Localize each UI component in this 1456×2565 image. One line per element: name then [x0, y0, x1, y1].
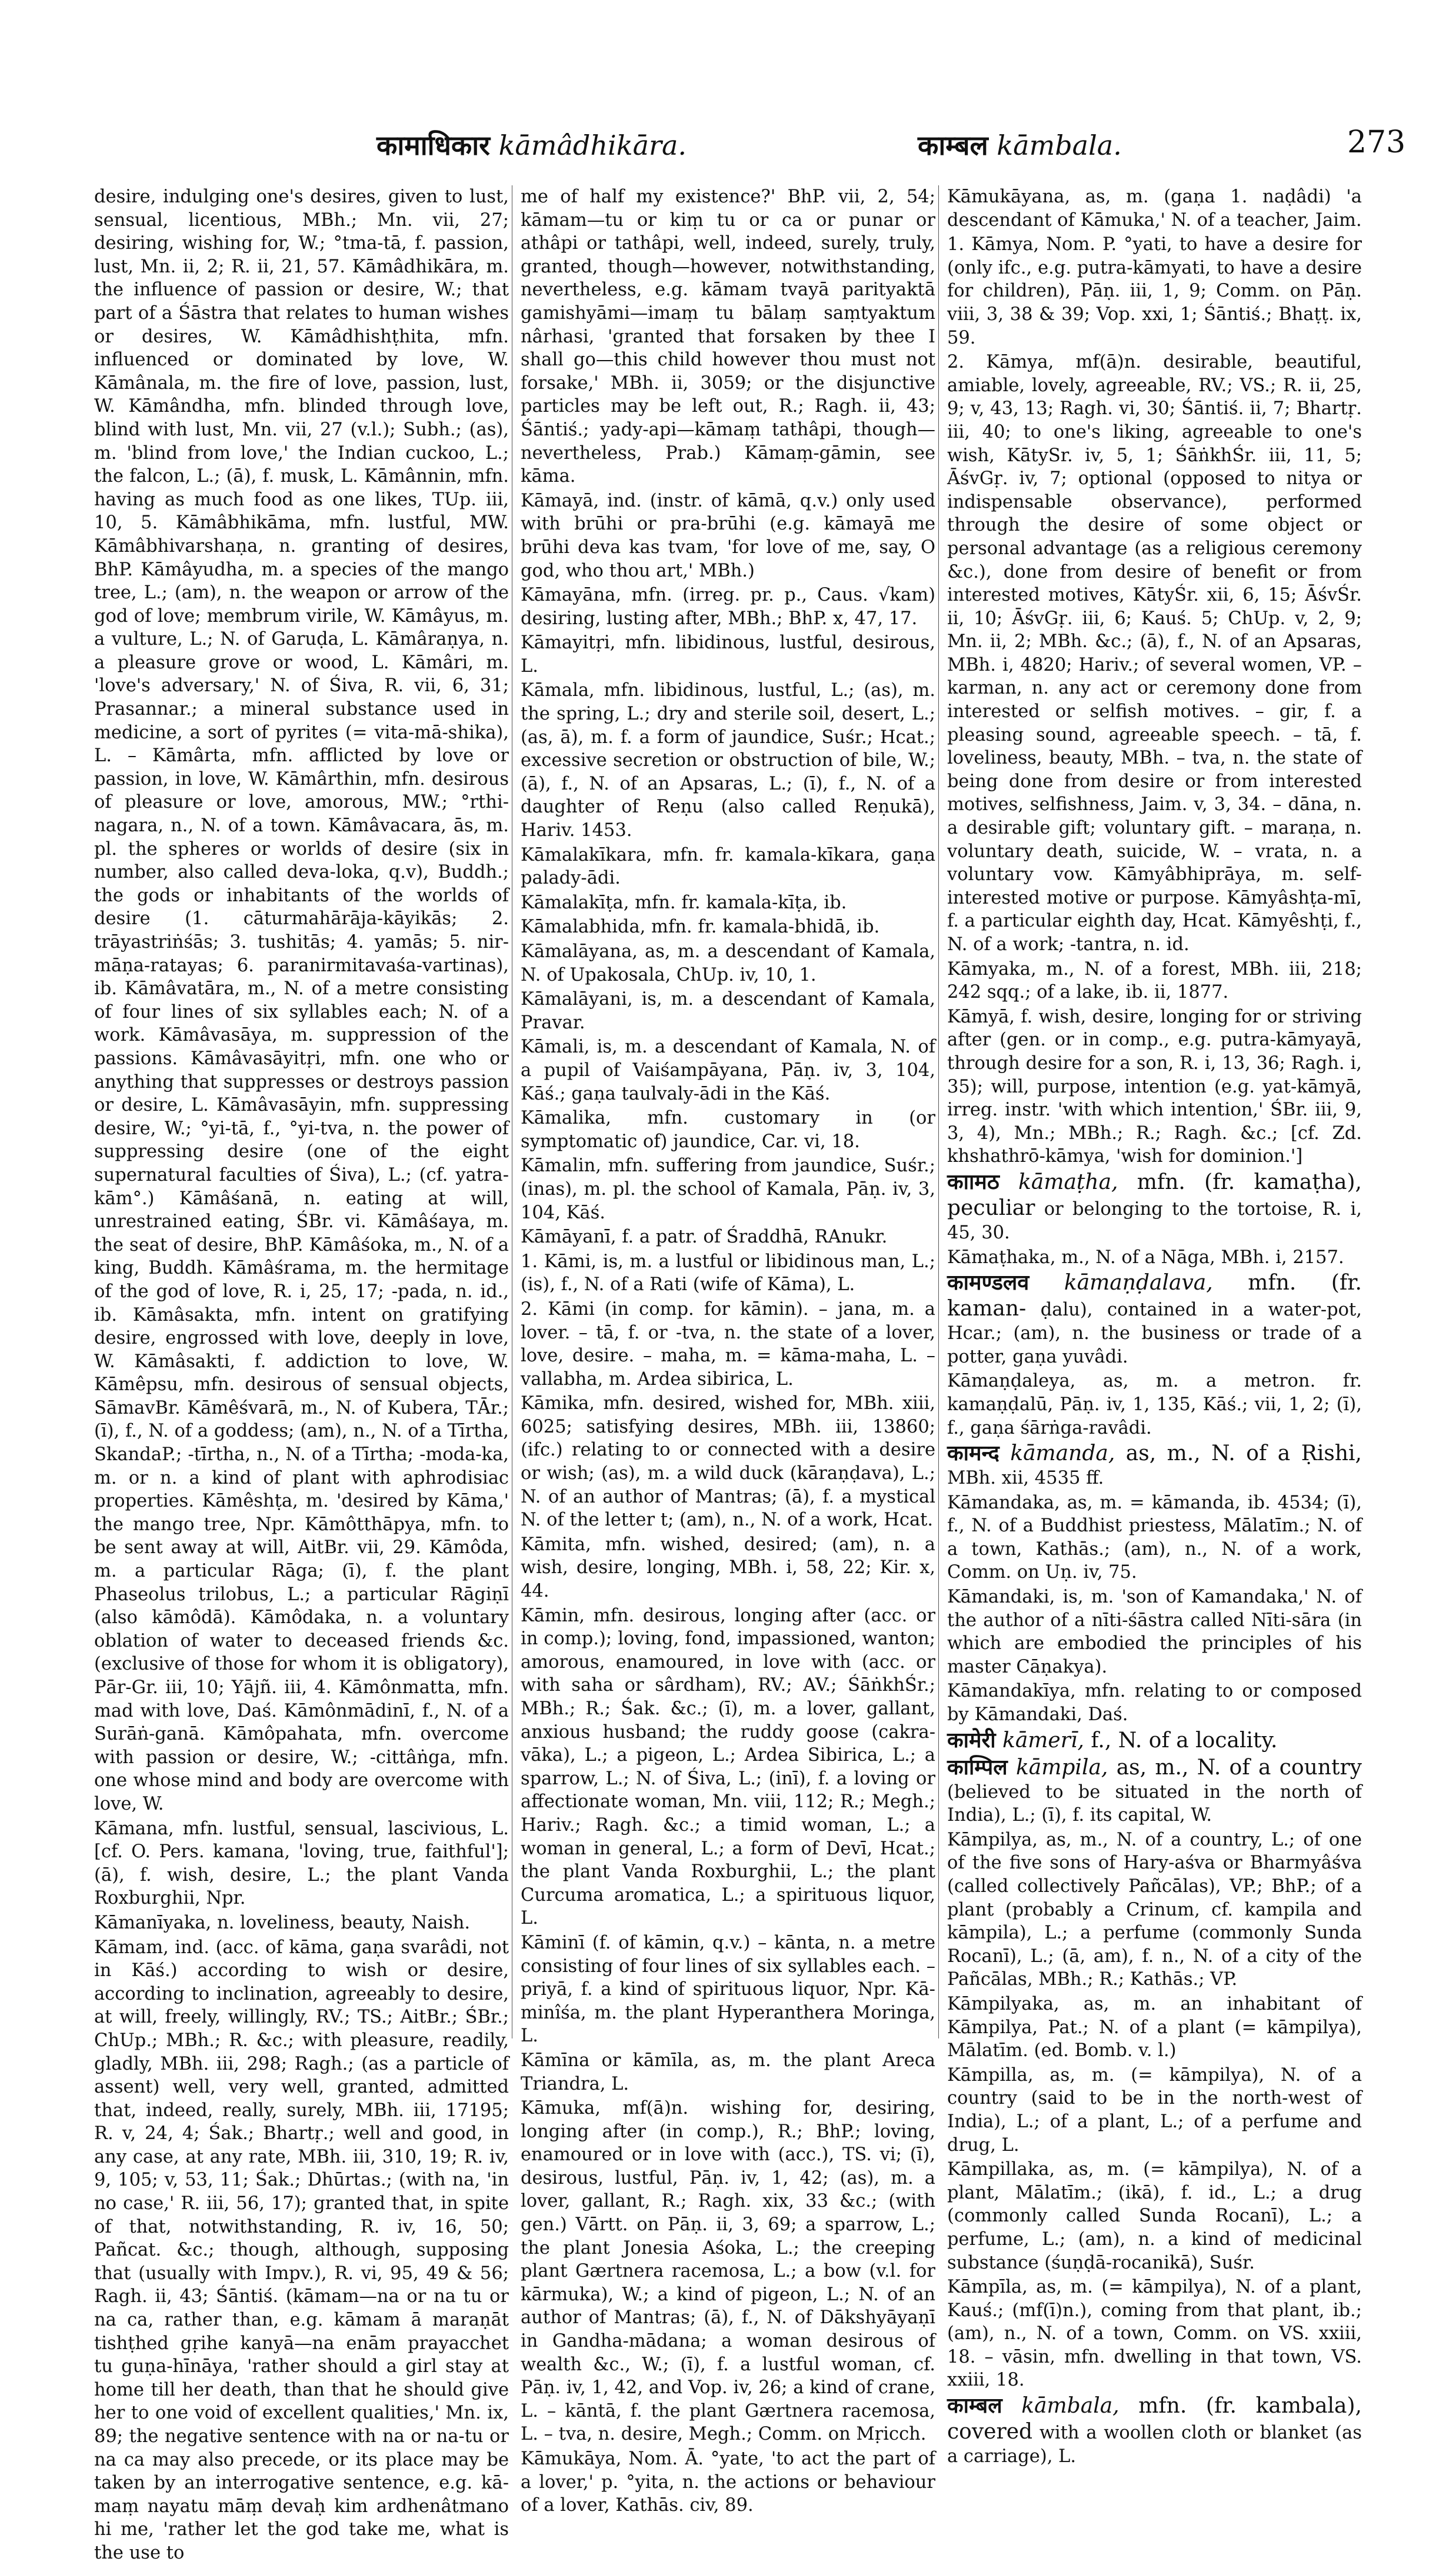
dictionary-entry: me of half my existence?' BhP. vii, 2, 54; kāmam—tu or kiṃ tu or ca or punar or athâpi or tathâpi, well, indeed, surely, truly, granted, though—however, notwithstanding, nevertheless, e.g. kāmam tvayā parityaktā gamishyāmi—imaṃ tu bālaṃ saṃtyaktum nârhasi, 'granted that forsaken by thee I shall go—this child however thou must not forsake,' MBh. ii, 3059; or the disjunctive particles may be left out, R.; Ragh. ii, 43; Śāntiś.; yady-api—kāmaṃ tathâpi, though—nevertheless, Prab.) Kāmaṃ-gāmin, see kāma. [521, 186, 935, 487]
column-divider-2 [938, 185, 939, 2038]
headword-gloss: mfn. (fr. kaman- [947, 1271, 1362, 1321]
dictionary-entry: Kāmayā, ind. (instr. of kāmā, q.v.) only used with brūhi or pra-brūhi (e.g. kāmayā me brūhi deva kas tvam, 'for love of me, say, O god, who thou art,' MBh.) [521, 490, 935, 581]
main-headword-entry [947, 1728, 1362, 1754]
column-3 [947, 185, 1362, 2467]
dictionary-entry: 2. Kāmi (in comp. for kāmin). – jana, m. a lover. – tā, f. or -tva, n. the state of a lover, love, desire. – maha, m. = kāma-maha, L. – vallabha, m. Ardea sibirica, L. [521, 1298, 935, 1390]
headword-devanagari: काम्पिल [947, 1755, 1008, 1780]
headword-translit: kāmpila, [1015, 1755, 1108, 1780]
dictionary-entry: Kāmayitṛi, mfn. libidinous, lustful, desirous, L. [521, 632, 935, 677]
dictionary-entry: Kāmpillaka, as, m. (= kāmpilya), N. of a plant, Mālatīm.; (ikā), f. id., L.; a drug (commonly called Sunda Rocanī), L.; a perfume, L.; (am), n. a kind of medicinal substance (śuṇḍā-rocanikā), Suśr. [947, 2159, 1362, 2273]
headword-translit: kāmbala, [1021, 2394, 1120, 2419]
headword-gloss: as, m., N. of a country [1108, 1755, 1362, 1780]
header-right-translit: kāmbala. [997, 129, 1122, 161]
dictionary-entry: Kāmalabhida, mfn. fr. kamala-bhidā, ib. [521, 917, 880, 938]
dictionary-entry: Kāmukāyana, as, m. (gaṇa 1. naḍâdi) 'a descendant of Kāmuka,' N. of a teacher, Jaim. [947, 186, 1362, 231]
header-right-headword [918, 126, 1122, 163]
dictionary-entry: Kāmpilyaka, as, m. an inhabitant of Kāmpilya, Pat.; N. of a plant (= kāmpilya), Mālatīm. (ed. Bomb. v. l.) [947, 1993, 1362, 2061]
dictionary-entry: 2. Kāmya, mf(ā)n. desirable, beautiful, amiable, lovely, agreeable, RV.; VS.; R. ii, 25, 9; v, 43, 13; Ragh. vi, 30; Śāntiś. ii, 7; Bhartṛ. iii, 40; to one's liking, agreeable to one's wish, KātySr. iv, 5, 1; ŚāṅkhŚr. iii, 11, 5; ĀśvGṛ. iv, 7; optional (opposed to nitya or indispensable observance), performed through the desire of some object or personal advantage (as a religious ceremony &c.), done from desire of benefit or from interested motives, KātyŚr. xii, 6, 15; ĀśvŚr. ii, 10; ĀśvGṛ. iii, 6; Kauś. 5; ChUp. v, 2, 9; Mn. ii, 2; MBh. &c.; (ā), f., N. of an Apsaras, MBh. i, 4820; Hariv.; of several women, VP. – karman, n. any act or ceremony done from interested or selfish motives. – gir, f. a pleasing sound, agreeable speech. – tā, f. loveliness, beauty, MBh. – tva, n. the state of being done from desire or from interested motives, selfishness, Jaim. v, 3, 34. – dāna, n. a desirable gift; voluntary gift. – maraṇa, n. voluntary death, suicide, W. – vrata, n. a voluntary vow. Kāmyâbhiprāya, m. self-interested motive or purpose. Kāmyâshṭa-mī, f. a particular eighth day, Hcat. Kāmyêshṭi, f., N. of a work; -tantra, n. id. [947, 352, 1362, 955]
dictionary-entry: Kāmam, ind. (acc. of kāma, gaṇa svarâdi, not in Kāś.) according to wish or desire, according to inclination, agreeably to desire, at will, freely, willingly, RV.; TS.; AitBr.; ŚBr.; ChUp.; MBh.; R. &c.; with pleasure, readily, gladly, MBh. iii, 298; Ragh.; (as a particle of assent) well, very well, granted, admitted that, indeed, really, surely, MBh. iii, 17195; R. v, 24, 4; Śak.; Bhartṛ.; well and good, in any case, at any rate, MBh. iii, 310, 19; R. iv, 9, 105; v, 53, 11; Śak.; Dhūrtas.; (with na, 'in no case,' R. iii, 56, 17); granted that, in spite of that, notwithstanding, R. iv, 16, 50; Pañcat. &c.; though, although, supposing that (usually with Impv.), R. vi, 95, 49 & 56; Ragh. ii, 43; Śāntiś. (kāmam—na or na tu or na ca, rather than, e.g. kāmam ā maraṇāt tishṭhed gṛihe kanyā—na enām prayacchet tu guṇa-hīnāya, 'rather should a girl stay at home till her death, than that he should give her to one void of excellent qualities,' Mn. ix, 89; the negative sentence with na or na-tu or na ca may also precede, or its place may be taken by an interrogative sentence, e.g. kā-maṃ nayatu māṃ devaḥ kim ardhenâtmano hi me, 'rather let the god take me, what is the use to [94, 1937, 509, 2563]
dictionary-entry: Kāmīna or kāmīla, as, m. the plant Areca Triandra, L. [521, 2050, 935, 2094]
headword-gloss: mfn. (fr. kambala), covered [947, 2394, 1362, 2444]
dictionary-entry: Kāmalakīṭa, mfn. fr. kamala-kīṭa, ib. [521, 892, 847, 913]
page-header [0, 0, 1456, 176]
dictionary-entry: Kāmyaka, m., N. of a forest, MBh. iii, 218; 242 sqq.; of a lake, ib. ii, 1877. [947, 958, 1362, 1003]
main-headword-entry [947, 1270, 1362, 1368]
dictionary-entry: Kāmuka, mf(ā)n. wishing for, desiring, longing after (in comp.), R.; BhP.; loving, enamoured or in love with (acc.), TS. vi; (ī), desirous, lustful, Pāṇ. iv, 1, 42; (as), m. a lover, gallant, R.; Ragh. xix, 33 &c.; (with gen.) Vārtt. on Pāṇ. ii, 3, 69; a sparrow, L.; the plant Jonesia Aśoka, L.; the creeping plant Gærtnera racemosa, L.; a bow (v.l. for kārmuka), W.; a kind of pigeon, L.; N. of an author of Mantras; (ā), f., N. of Dākshyāyaṇī in Gandha-mādana; a woman desirous of wealth &c., W.; (ī), f. a lustful woman, cf. Pāṇ. iv, 1, 42, and Vop. iv, 26; a kind of crane, L. – kāntā, f. the plant Gærtnera racemosa, L. – tva, n. desire, Megh.; Comm. on Mṛicch. [521, 2098, 935, 2445]
main-headword-entry [947, 1755, 1362, 1827]
entry-text: with a woollen cloth or blanket (as a carriage), L. [947, 2423, 1362, 2467]
dictionary-entry: Kāmika, mfn. desired, wished for, MBh. xiii, 6025; satisfying desires, MBh. iii, 13860; (ifc.) relating to or connected with a desire or wish; (as), m. a wild duck (kāraṇḍava), L.; N. of an author of Mantras; (ā), f. a mystical N. of the letter t; (am), n., N. of a work, Hcat. [521, 1393, 935, 1531]
headword-devanagari: कामन्द [947, 1441, 999, 1466]
dictionary-entry: Kāminī (f. of kāmin, q.v.) – kānta, n. a metre consisting of four lines of six syllables each. – priyā, f. a kind of spirituous liquor, Npr. Kā-minîśa, m. the plant Hyperanthera Moringa, L. [521, 1932, 935, 2047]
headword-gloss: mfn. (fr. kamaṭha), peculiar [947, 1170, 1362, 1220]
entry-text: (believed to be situated in the north of India), L.; (ī), f. its capital, W. [947, 1781, 1362, 1826]
dictionary-entry: desire, indulging one's desires, given to lust, sensual, licentious, MBh.; Mn. vii, 27; desiring, wishing for, W.; °tma-tā, f. passion, lust, Mn. ii, 2; R. ii, 21, 57. Kāmâdhikāra, m. the influence of passion or desire, W.; that part of a Śāstra that relates to human wishes or desires, W. Kāmâdhishṭhita, mfn. influenced or dominated by love, W. Kāmânala, m. the fire of love, passion, lust, W. Kāmândha, mfn. blinded through love, blind with lust, Mn. vii, 27 (v.l.); Subh.; (as), m. 'blind from love,' the Indian cuckoo, L.; the falcon, L.; (ā), f. musk, L. Kāmânnin, mfn. having as much food as one likes, TUp. iii, 10, 5. Kāmâbhikāma, mfn. lustful, MW. Kāmâbhivarshaṇa, n. granting of desires, BhP. Kāmâyudha, m. a species of the mango tree, L.; (am), n. the weapon or arrow of the god of love; membrum virile, W. Kāmâyus, m. a vulture, L.; N. of Garuḍa, L. Kāmâraṇya, n. a pleasure grove or wood, L. Kāmâri, m. 'love's adversary,' N. of Śiva, R. vii, 6, 31; Prasannar.; a mineral substance used in medicine, a sort of pyrites (= vita-mā-shika), L. – Kāmârta, mfn. afflicted by love or passion, in love, W. Kāmârthin, mfn. desirous of pleasure or love, amorous, MW.; °rthi-nagara, n., N. of a town. Kāmâvacara, ās, m. pl. the spheres or worlds of desire (six in number, also called deva-loka, q.v), Buddh.; the gods or inhabitants of the worlds of desire (1. cāturmahārāja-kāyikās; 2. trāyastriṅśās; 3. tushitās; 4. yamās; 5. nir-māṇa-ratayas; 6. paranirmitavaśa-vartinas), ib. Kāmâvatāra, m., N. of a metre consisting of four lines of six syllables each; N. of a work. Kāmâvasāya, m. suppression of the passions. Kāmâvasāyitṛi, mfn. one who or anything that suppresses or destroys passion or desire, L. Kāmâvasāyin, mfn. suppressing desire, W.; °yi-tā, f., °yi-tva, n. the power of suppressing desire (one of the eight supernatural faculties of Śiva), L.; (cf. yatra-kām°.) Kāmâśanā, n. eating at will, unrestrained eating, ŚBr. vi. Kāmâśaya, m. the seat of desire, BhP. Kāmâśoka, m., N. of a king, Buddh. Kāmâśrama, m. the hermitage of the god of love, R. i, 25, 17; -pada, n. id., ib. Kāmâsakta, mfn. intent on gratifying desire, engrossed with love, deeply in love, W. Kāmâsakti, f. addiction to love, W. Kāmêpsu, mfn. desirous of sensual objects, SāmavBr. Kāmêśvarā, m., N. of Kubera, TĀr.; (ī), f., N. of a goddess; (am), n., N. of a Tīrtha, SkandaP.; -tīrtha, n., N. of a Tīrtha; -moda-ka, m. or n. a kind of plant with aphrodisiac properties. Kāmêshṭa, m. 'desired by Kāma,' the mango tree, Npr. Kāmôtthāpya, mfn. to be sent away at will, AitBr. vii, 29. Kāmôda, m. a particular Rāga; (ī), f. the plant Phaseolus trilobus, L.; a particular Rāgiṇī (also kāmôdā). Kāmôdaka, n. a voluntary oblation of water to deceased friends &c. (exclusive of those for whom it is obligatory), Pār-Gr. iii, 10; Yājñ. iii, 4. Kāmônmatta, mfn. mad with love, Daś. Kāmônmādinī, f., N. of a Surāṅ-ganā. Kāmôpahata, mfn. overcome with passion or desire, W.; -cittâṅga, mfn. one whose mind and body are overcome with love, W. [94, 186, 509, 1814]
headword-translit: kāmaṇḍalava, [1064, 1271, 1213, 1295]
main-headword-entry [947, 2393, 1362, 2469]
entry-text: MBh. xii, 4535 ff. [947, 1468, 1104, 1489]
dictionary-entry: Kāmpīla, as, m. (= kāmpilya), N. of a plant, Kauś.; (mf(ī)n.), coming from that plant, ib.; (am), n., N. of a town, Comm. on VS. xxiii, 18. – vāsin, mfn. dwelling in that town, VS. xxiii, 18. [947, 2277, 1362, 2391]
headword-devanagari: कामेरी [947, 1728, 996, 1753]
dictionary-entry: Kāmalāyani, is, m. a descendant of Kamala, Pravar. [521, 989, 935, 1033]
dictionary-entry: Kāmita, mfn. wished, desired; (am), n. a wish, desire, longing, MBh. i, 58, 22; Kir. x, 44. [521, 1534, 935, 1602]
dictionary-entry: Kāmayāna, mfn. (irreg. pr. p., Caus. √kam) desiring, lusting after, MBh.; BhP. x, 47, 17. [521, 585, 935, 629]
headword-devanagari: काम्बल [947, 2394, 1002, 2419]
entry-text: ḍalu), contained in a water-pot, Hcar.; (am), n. the business or trade of a potter, gaṇa yuvâdi. [947, 1300, 1362, 1367]
dictionary-entry: Kāmyā, f. wish, desire, longing for or striving after (gen. or in comp., e.g. putra-kāmyayā, through desire for a son, R. i, 13, 36; Ragh. i, 35); will, purpose, intention (e.g. yat-kāmyā, irreg. instr. 'with which intention,' ŚBr. iii, 9, 3, 4), Mn.; MBh.; R.; Ragh. &c.; [cf. Zd. khshathrō-kāmya, 'wish for dominion.'] [947, 1006, 1362, 1167]
dictionary-entry: Kāmukāya, Nom. Ā. °yate, 'to act the part of a lover,' p. °yita, n. the actions or behaviour of a lover, Kathās. civ, 89. [521, 2449, 935, 2516]
dictionary-entry: Kāmpilya, as, m., N. of a country, L.; of one of the five sons of Hary-aśva or Bharmyâśva (called collectively Pañcālas), VP.; BhP.; of a plant (probably a Crinum, cf. kampila and kāmpila), L.; a perfume (commonly Sunda Rocanī), L.; (ā, am), f. n., N. of a city of the Pañcālas, MBh.; R.; Kathās.; VP. [947, 1829, 1362, 1990]
column-2 [521, 185, 935, 2516]
dictionary-entry: Kāmana, mfn. lustful, sensual, lascivious, L. [cf. O. Pers. kamana, 'loving, true, faithful']; (ā), f. wish, desire, L.; the plant Vanda Roxburghii, Npr. [94, 1818, 509, 1909]
dictionary-entry: Kāmanīyaka, n. loveliness, beauty, Naish. [94, 1912, 471, 1933]
headword-devanagari: कामण्डलव [947, 1271, 1029, 1295]
headword-translit: kāmanda, [1010, 1441, 1115, 1466]
header-left-devanagari: कामाधिकार [377, 129, 490, 161]
dictionary-entry: Kāmāyanī, f. a patr. of Śraddhā, RAnukr. [521, 1227, 888, 1248]
main-headword-entry [947, 1441, 1362, 1490]
dictionary-entry: Kāmalāyana, as, m. a descendant of Kamala, N. of Upakosala, ChUp. iv, 10, 1. [521, 941, 935, 985]
headword-translit: kāmaṭha, [1018, 1170, 1118, 1194]
headword-gloss: f., N. of a locality. [1084, 1728, 1278, 1753]
main-headword-entry [947, 1170, 1362, 1245]
dictionary-entry: Kāmalakīkara, mfn. fr. kamala-kīkara, gaṇa palady-ādi. [521, 844, 935, 889]
dictionary-entry: Kāmala, mfn. libidinous, lustful, L.; (as), m. the spring, L.; dry and sterile soil, desert, L.; (as, ā), m. f. a form of jaundice, Suśr.; Hcat.; excessive secretion or obstruction of bile, W.; (ā), f., N. of an Apsaras, L.; (ī), f., N. of a daughter of Reṇu (also called Reṇukā), Hariv. 1453. [521, 680, 935, 841]
column-1 [94, 185, 509, 2563]
dictionary-entry: Kāmalika, mfn. customary in (or symptomatic of) jaundice, Car. vi, 18. [521, 1108, 935, 1152]
dictionary-entry: 1. Kāmya, Nom. P. °yati, to have a desire for (only ifc., e.g. putra-kāmyati, to have a desire for children), Pāṇ. iii, 1, 9; Comm. on Pāṇ. viii, 3, 38 & 39; Vop. xxi, 1; Śāntiś.; Bhaṭṭ. ix, 59. [947, 234, 1362, 348]
dictionary-entry: Kāmaṭhaka, m., N. of a Nāga, MBh. i, 2157. [947, 1247, 1344, 1268]
dictionary-entry: Kāmalin, mfn. suffering from jaundice, Suśr.; (inas), m. pl. the school of Kamala, Pāṇ. iv, 3, 104, Kāś. [521, 1155, 935, 1223]
headword-devanagari: काामठ [947, 1170, 999, 1194]
dictionary-entry: Kāmali, is, m. a descendant of Kamala, N. of a pupil of Vaiśampāyana, Pāṇ. iv, 3, 104, Kāś.; gaṇa taulvaly-ādi in the Kāś. [521, 1037, 935, 1104]
header-left-translit: kāmâdhikāra. [498, 129, 687, 161]
dictionary-entry: Kāmin, mfn. desirous, longing after (acc. or in comp.); loving, fond, impassioned, wanton; amorous, enamoured, in love with (acc. or with saha or sârdham), RV.; AV.; ŚāṅkhŚr.; MBh.; R.; Śak. &c.; (ī), m. a lover, gallant, anxious husband; the ruddy goose (cakra-vāka), L.; a pigeon, L.; Ardea Sibirica, L.; a sparrow, L.; N. of Śiva, L.; (inī), f. a loving or affectionate woman, Mn. viii, 112; R.; Megh.; Hariv.; Ragh. &c.; a timid woman, L.; a woman in general, L.; a form of Devī, Hcat.; the plant Vanda Roxburghii, L.; the plant Curcuma aromatica, L.; a spirituous liquor, L. [521, 1605, 935, 1929]
dictionary-entry: 1. Kāmi, is, m. a lustful or libidinous man, L.; (is), f., N. of a Rati (wife of Kāma), L. [521, 1251, 935, 1295]
dictionary-entry: Kāmpilla, as, m. (= kāmpilya), N. of a country (said to be in the north-west of India), L.; of a plant, L.; of a perfume and drug, L. [947, 2064, 1362, 2156]
header-right-devanagari: काम्बल [918, 129, 988, 161]
dictionary-entry: Kāmandaka, as, m. = kāmanda, ib. 4534; (ī), f., N. of a Buddhist priestess, Mālatīm.; N. of a town, Kathās.; (am), n., N. of a work, Comm. on Uṇ. iv, 75. [947, 1492, 1362, 1583]
headword-gloss: as, m., N. of a Ṛishi, [1115, 1441, 1362, 1466]
dictionary-entry: Kāmandaki, is, m. 'son of Kamandaka,' N. of the author of a nīti-śāstra called Nīti-sāra (in which are embodied the principles of his master Cāṇakya). [947, 1587, 1362, 1677]
header-left-headword [377, 126, 687, 163]
page-number: 273 [1347, 125, 1406, 160]
entry-text: or belonging to the tortoise, R. i, 45, 30. [947, 1198, 1362, 1243]
dictionary-entry: Kāmaṇḍaleya, as, m. a metron. fr. kamaṇḍalū, Pāṇ. iv, 1, 135, Kāś.; vii, 1, 2; (ī), f., gaṇa śārṅga-ravâdi. [947, 1371, 1362, 1438]
dictionary-entry: Kāmandakīya, mfn. relating to or composed by Kāmandaki, Daś. [947, 1681, 1362, 1725]
headword-translit: kāmerī, [1002, 1728, 1084, 1753]
